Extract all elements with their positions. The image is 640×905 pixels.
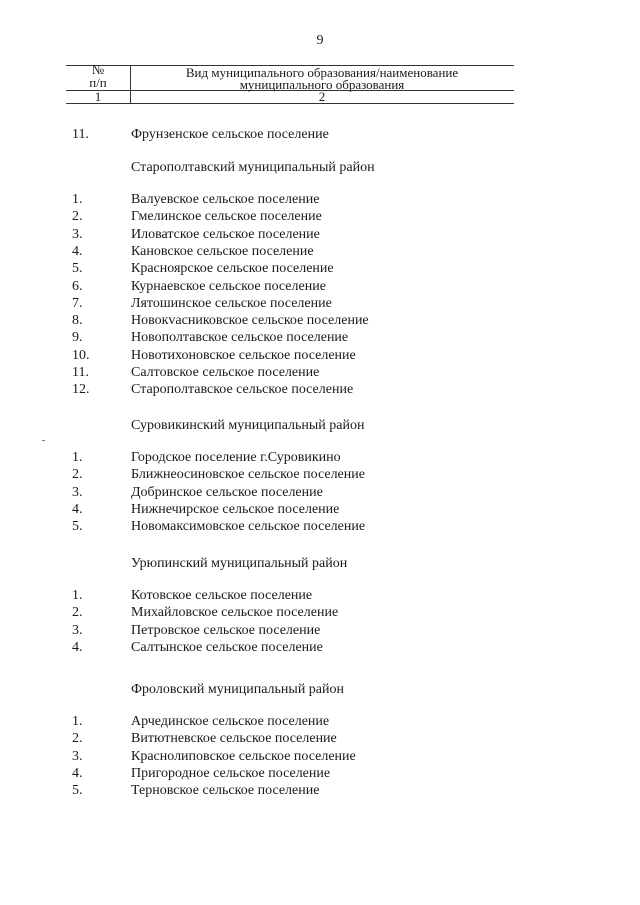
district-title: Фроловский муниципальный район (131, 682, 345, 697)
column-name-title-line2: муниципального образования (239, 77, 405, 92)
column-name-title-line1: Вид муниципального образования/наименование (185, 65, 459, 80)
entry-number: 5. (72, 261, 83, 277)
entry-name: Красноярское сельское поселение (131, 261, 334, 277)
entry-number: 2. (72, 605, 83, 621)
entry-name: Пригородное сельское поселение (131, 765, 331, 781)
entry-name: Петровское сельское поселение (131, 622, 321, 638)
leading-entry-number: 11. (72, 127, 89, 142)
header-bottom-rule (66, 103, 514, 104)
entry-name: Курнаевское сельское поселение (131, 278, 326, 294)
entry-number: 5. (72, 519, 83, 535)
column-number-title-line1: № (91, 62, 105, 77)
entry-number: 2. (72, 731, 83, 747)
entry-name: Ближнеосиновское сельское поселение (131, 467, 365, 483)
entry-number: 4. (72, 765, 83, 781)
entry-number: 4. (72, 639, 83, 655)
entry-name: Городское поселение г.Суровикино (131, 450, 341, 465)
entry-number: 12. (72, 382, 90, 398)
column-number-title-line2: п/п (89, 75, 107, 90)
entry-name: Новотихоновское сельское поселение (131, 347, 356, 363)
entry-number: 3. (72, 622, 83, 638)
entry-number: 4. (72, 243, 83, 259)
entry-number: 3. (72, 484, 83, 500)
entry-number: 4. (72, 501, 83, 517)
entry-number: 6. (72, 278, 83, 294)
page-number: 9 (316, 33, 324, 48)
entry-name: Гмелинское сельское поселение (131, 209, 322, 225)
entry-name: Новополтавское сельское поселение (131, 330, 349, 346)
margin-mark (42, 440, 45, 441)
district-title: Урюпинский муниципальный район (131, 556, 348, 571)
entry-number: 2. (72, 467, 83, 483)
entry-name: Лятошинское сельское поселение (131, 295, 332, 311)
entry-number: 7. (72, 295, 83, 311)
entry-name: Новокvасниковское сельское поселение (131, 313, 369, 329)
entry-number: 11. (72, 365, 89, 380)
entry-number: 9. (72, 330, 83, 346)
entry-name: Нижнечирское сельское поселение (131, 501, 340, 517)
district-title: Суровикинский муниципальный район (131, 418, 365, 433)
entry-number: 2. (72, 209, 83, 225)
entry-name: Краснолиповское сельское поселение (131, 748, 356, 764)
entry-number: 3. (72, 748, 83, 764)
entry-number: 1. (72, 588, 83, 603)
entry-number: 1. (72, 192, 83, 207)
entry-number: 1. (72, 714, 83, 729)
entry-name: Михайловское сельское поселение (131, 605, 339, 621)
column-number-index: 1 (94, 89, 102, 104)
entry-name: Арчединское сельское поселение (131, 714, 330, 729)
entry-name: Салтовское сельское поселение (131, 365, 320, 380)
entry-name: Новомаксимовское сельское поселение (131, 519, 366, 535)
entry-name: Салтынское сельское поселение (131, 639, 323, 655)
entry-number: 10. (72, 347, 90, 363)
column-name-index: 2 (318, 89, 326, 104)
table-header (66, 62, 514, 112)
entry-number: 3. (72, 226, 83, 242)
entry-name: Терновское сельское поселение (131, 783, 320, 799)
entry-name: Котовское сельское поселение (131, 588, 313, 603)
entry-name: Иловатское сельское поселение (131, 226, 320, 242)
leading-entry-name: Фрунзенское сельское поселение (131, 127, 329, 142)
district-title: Старополтавский муниципальный район (131, 160, 375, 175)
entry-number: 8. (72, 313, 83, 329)
entry-name: Валуевское сельское поселение (131, 192, 320, 207)
entry-name: Кановское сельское поселение (131, 243, 314, 259)
entry-name: Старополтавское сельское поселение (131, 382, 354, 398)
entry-name: Добринское сельское поселение (131, 484, 323, 500)
entry-number: 5. (72, 783, 83, 799)
entry-number: 1. (72, 450, 83, 465)
entry-name: Витютневское сельское поселение (131, 731, 337, 747)
